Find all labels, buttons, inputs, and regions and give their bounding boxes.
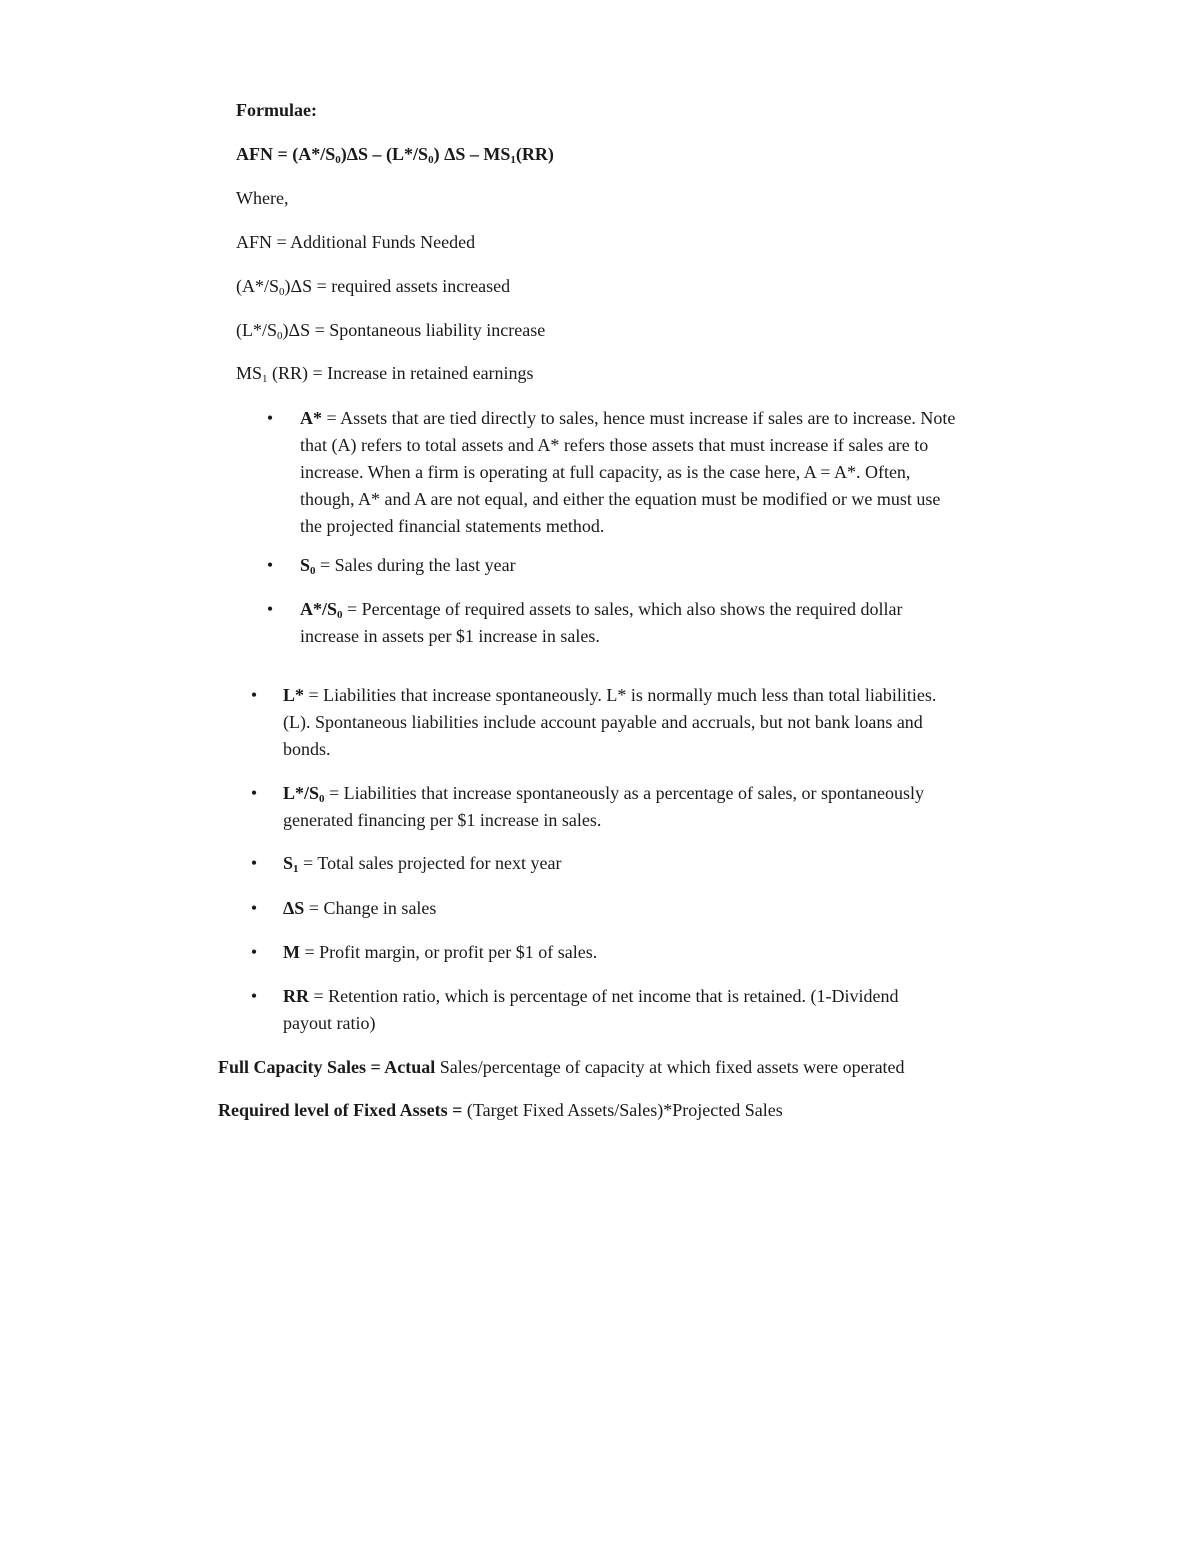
list-item-m: M = Profit margin, or profit per $1 of sales.: [283, 942, 598, 962]
list-item-delta-s: ΔS = Change in sales: [283, 898, 437, 918]
list-item-a-star-ratio: $A*/S_0$ = Percentage of required assets to sales, which also shows the required dollar increase in assets per $1 increase in sales.: [300, 599, 903, 646]
bullet-icon: •: [250, 942, 258, 962]
bullet-icon: •: [250, 853, 258, 873]
bullet-icon: •: [266, 555, 274, 575]
afn-definition: AFN = Additional Funds Needed: [236, 232, 476, 252]
list-item-l-star: L* = Liabilities that increase spontaneously. L* is normally much less than total liabilities. (L). Spontaneous liabilities include account payable and accruals, but not bank loans and bonds.: [283, 685, 937, 759]
afn-formula: AFN = $(A*/S_0)\Delta S - (L*/S_0)$ ΔS – $MS_1(RR)$: [236, 144, 554, 166]
retained-earnings-definition: $MS_1$ (RR) = Increase in retained earnings: [236, 363, 534, 385]
where-label: Where,: [236, 188, 289, 208]
bullet-icon: •: [250, 783, 258, 803]
bullet-icon: •: [250, 986, 258, 1006]
formulae-heading: Formulae:: [236, 100, 317, 120]
bullet-icon: •: [250, 685, 258, 705]
list-item-s0: $S_0$ = Sales during the last year: [300, 555, 516, 577]
assets-definition: $(A*/S_0)\Delta S$ = required assets increased: [236, 276, 511, 298]
list-item-s1: $S_1$ = Total sales projected for next year: [283, 853, 562, 875]
liability-definition: $(L*/S_0)\Delta S$ = Spontaneous liability increase: [236, 320, 546, 342]
bullet-icon: •: [250, 898, 258, 918]
list-item-a-star: A* = Assets that are tied directly to sales, hence must increase if sales are to increase. Note that (A) refers to total assets and A* refers those assets that must increase if sales are to increase. When a firm is operating at full capacity, as is the case here, A = A*. Often, though, A* and A are not equal, and either the equation must be modified or we must use the projected financial statements method.: [300, 408, 956, 536]
bullet-icon: •: [266, 599, 274, 619]
required-fixed-assets: Required level of Fixed Assets = (Target Fixed Assets/Sales)*Projected Sales: [218, 1100, 783, 1120]
list-item-rr: RR = Retention ratio, which is percentage of net income that is retained. (1-Dividend payout ratio): [283, 986, 899, 1033]
full-capacity-sales: Full Capacity Sales = Actual Sales/percentage of capacity at which fixed assets were operated: [218, 1057, 905, 1077]
bullet-icon: •: [266, 408, 274, 428]
list-item-l-star-ratio: $L*/S_0$ = Liabilities that increase spontaneously as a percentage of sales, or spontaneously generated financing per $1 increase in sales.: [283, 783, 924, 830]
